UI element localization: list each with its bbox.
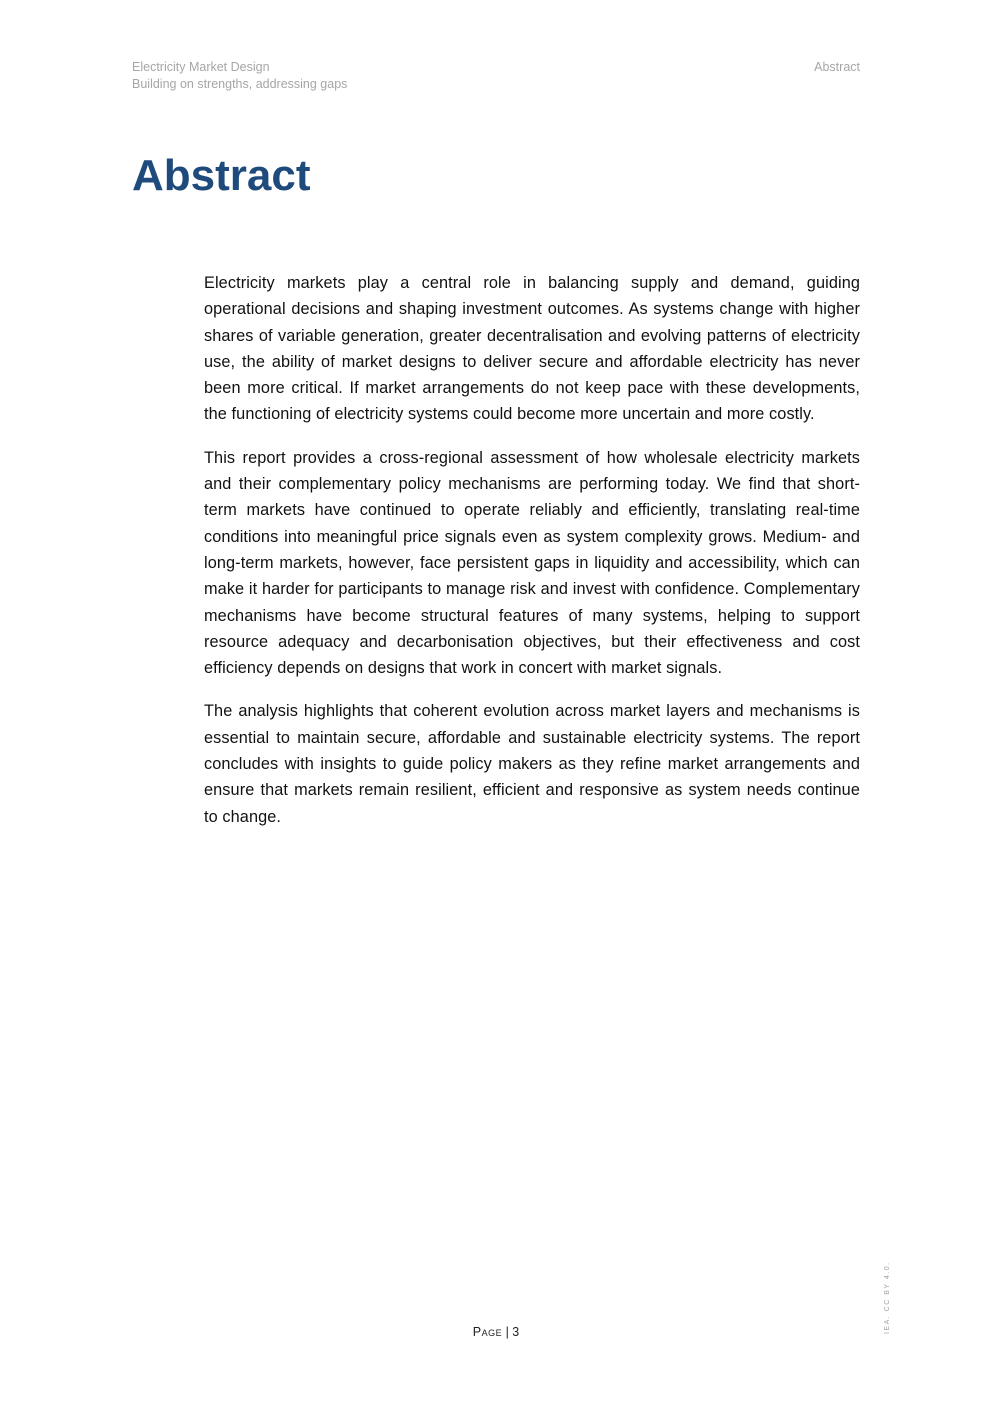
page-footer	[0, 1325, 992, 1339]
page-title: Abstract	[132, 151, 311, 200]
abstract-body	[204, 270, 860, 847]
header-section-name: Abstract	[814, 60, 860, 74]
header-doc-subtitle: Building on strengths, addressing gaps	[132, 77, 348, 91]
page-label: Page	[472, 1325, 503, 1339]
abstract-paragraph-2: This report provides a cross-regional assessment of how wholesale electricity markets and their complementary policy mechanisms are performing today. We find that short-term markets have continued to operate reliably and efficiently, translating real-time conditions into meaningful price signals even as system complexity grows. Medium- and long-term markets, however, face persistent gaps in liquidity and accessibility, which can make it harder for participants to manage risk and invest with confidence. Complementary mechanisms have become structural features of many systems, helping to support resource adequacy and decarbonisation objectives, but their effectiveness and cost efficiency depends on designs that work in concert with market signals.	[204, 448, 860, 678]
running-header-right	[814, 59, 860, 76]
license-mark: IEA. CC BY 4.0.	[884, 1261, 891, 1334]
running-header-left	[132, 59, 347, 93]
page-separator: |	[505, 1325, 509, 1339]
abstract-paragraph-3: The analysis highlights that coherent evolution across market layers and mechanisms is essential to maintain secure, affordable and sustainable electricity systems. The report concludes with insights to guide policy makers as they refine market arrangements and ensure that markets remain resilient, efficient and responsive as system needs continue to change.	[204, 702, 860, 826]
abstract-paragraph-1: Electricity markets play a central role in balancing supply and demand, guiding operational decisions and shaping investment outcomes. As systems change with higher shares of variable generation, greater decentralisation and evolving patterns of electricity use, the ability of market designs to deliver secure and affordable electricity has never been more critical. If market arrangements do not keep pace with these developments, the functioning of electricity systems could become more uncertain and more costly.	[204, 274, 860, 424]
header-doc-title: Electricity Market Design	[132, 60, 270, 74]
page-number: 3	[512, 1325, 520, 1339]
